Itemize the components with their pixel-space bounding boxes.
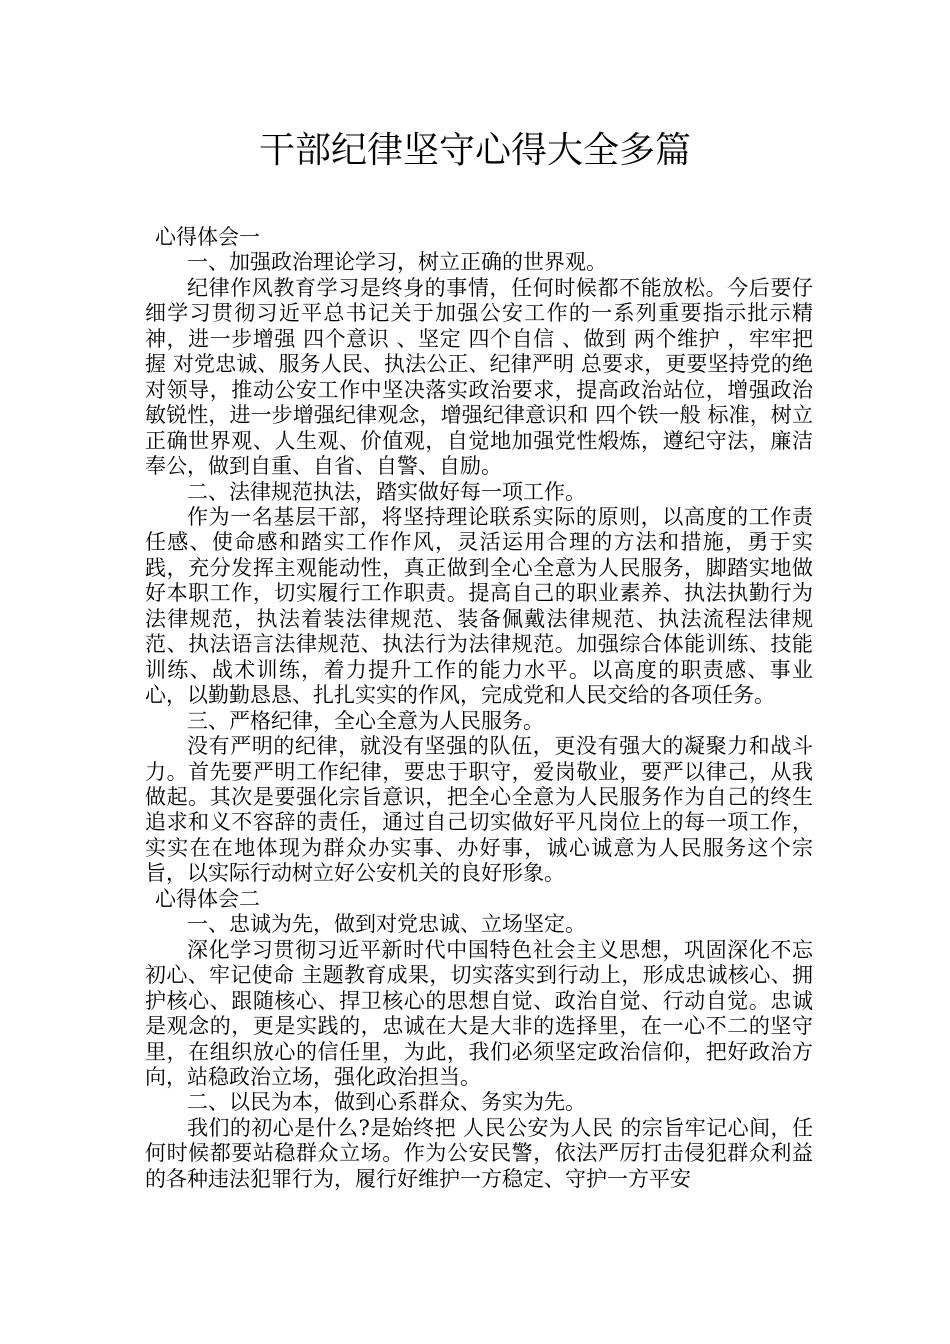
document-title: 干部纪律坚守心得大全多篇 (258, 130, 691, 171)
paragraph: 没有严明的纪律，就没有坚强的队伍，更没有强大的凝聚力和战斗力。首先要严明工作纪律，要忠于职守，爱岗敬业，要严以律己，从我做起。其次是要强化宗旨意识，把全心全意为人民服务作为自己的终生追求和义不容辞的责任，通过自己切实做好平凡岗位上的每一项工作，实实在在地体现为群众办实事、办好事，诚心诚意为人民服务这个宗旨，以实际行动树立好公安机关的良好形象。 (145, 734, 813, 886)
paragraph: 深化学习贯彻习近平新时代中国特色社会主义思想，巩固深化不忘初心、牢记使命 主题教育成果，切实落实到行动上，形成忠诚核心、拥护核心、跟随核心、捍卫核心的思想自觉、政治自觉、行动自觉。忠诚是观念的，更是实践的，忠诚在大是大非的选择里，在一心不二的坚守里，在组织放心的信任里，为此，我们必须坚定政治信仰，把好政治方向，站稳政治立场，强化政治担当。 (145, 937, 813, 1089)
subheading: 一、加强政治理论学习，树立正确的世界观。 (187, 250, 607, 275)
document-body (145, 225, 813, 1192)
subheading: 三、严格纪律，全心全意为人民服务。 (187, 708, 544, 733)
subheading: 一、忠诚为先，做到对党忠诚、立场坚定。 (187, 912, 586, 937)
subheading: 二、法律规范执法，踏实做好每一项工作。 (187, 479, 586, 504)
section-heading: 心得体会二 (155, 886, 260, 911)
section-heading: 心得体会一 (155, 225, 260, 249)
paragraph: 我们的初心是什么?是始终把 人民公安为人民 的宗旨牢记心间，任何时候都要站稳群众立场。作为公安民警，依法严厉打击侵犯群众利益的各种违法犯罪行为，履行好维护一方稳定、守护一方平安 (145, 1115, 813, 1191)
paragraph: 纪律作风教育学习是终身的事情，任何时候都不能放松。今后要仔细学习贯彻习近平总书记关于加强公安工作的一系列重要指示批示精神，进一步增强 四个意识 、坚定 四个自信 、做到 两个维护 ，牢牢把握 对党忠诚、服务人民、执法公正、纪律严明 总要求，更要坚持党的绝对领导，推动公安工作中坚决落实政治要求，提高政治站位，增强政治敏锐性，进一步增强纪律观念，增强纪律意识和 四个铁一般 标准，树立正确世界观、人生观、价值观，自觉地加强党性煅炼，遵纪守法，廉洁奉公，做到自重、自省、自警、自励。 (145, 275, 813, 479)
paragraph: 作为一名基层干部，将坚持理论联系实际的原则，以高度的工作责任感、使命感和踏实工作作风，灵活运用合理的方法和措施，勇于实践，充分发挥主观能动性，真正做到全心全意为人民服务，脚踏实地做好本职工作，切实履行工作职责。提高自己的职业素养、执法执勤行为法律规范，执法着装法律规范、装备佩戴法律规范、执法流程法律规范、执法语言法律规范、执法行为法律规范。加强综合体能训练、技能训练、战术训练，着力提升工作的能力水平。以高度的职责感、事业心，以勤勤恳恳、扎扎实实的作风，完成党和人民交给的各项任务。 (145, 504, 813, 708)
subheading: 二、以民为本，做到心系群众、务实为先。 (187, 1090, 586, 1115)
